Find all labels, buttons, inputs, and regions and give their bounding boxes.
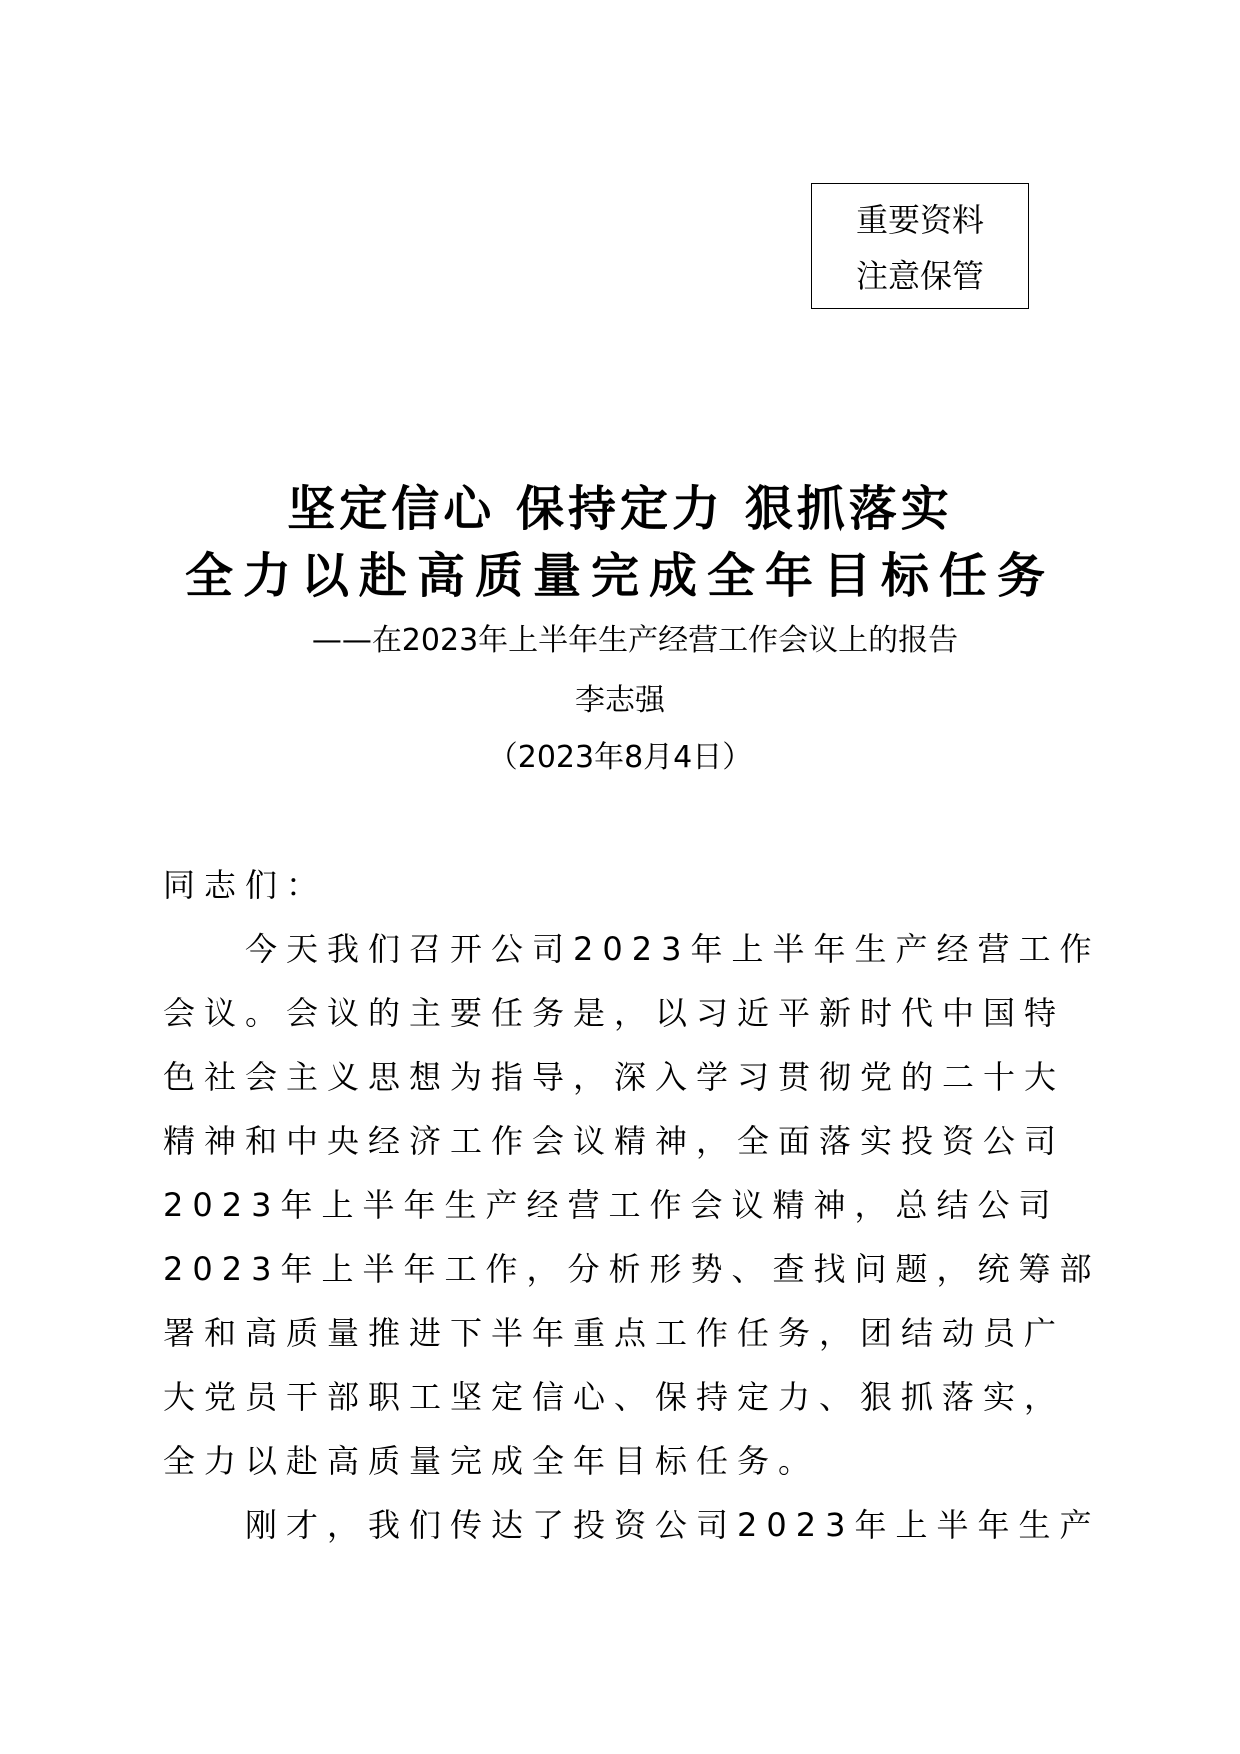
author-name: 李志强 <box>575 683 665 718</box>
body-line: 署和高质量推进下半年重点工作任务，团结动员广 <box>163 1314 1066 1352</box>
document-title-line-1: 坚定信心 保持定力 狠抓落实 <box>287 481 953 537</box>
body-line: 今天我们召开公司2023年上半年生产经营工作 <box>163 930 1101 968</box>
body-line: 2023年上半年工作，分析形势、查找问题，统筹部 <box>163 1250 1101 1288</box>
confidential-notice-box <box>811 183 1029 309</box>
notice-line-1: 重要资料 <box>855 201 984 239</box>
body-line: 精神和中央经济工作会议精神，全面落实投资公司 <box>163 1122 1066 1160</box>
body-line: 2023年上半年生产经营工作会议精神，总结公司 <box>163 1186 1060 1224</box>
document-title-line-2: 全力以赴高质量完成全年目标任务 <box>184 548 1055 604</box>
body-line: 大党员干部职工坚定信心、保持定力、狠抓落实， <box>163 1378 1066 1416</box>
document-date: （2023年8月4日） <box>487 740 753 775</box>
body-line: 刚才，我们传达了投资公司2023年上半年生产 <box>163 1506 1101 1544</box>
report-subtitle: ——在2023年上半年生产经营工作会议上的报告 <box>311 623 959 658</box>
body-line: 全力以赴高质量完成全年目标任务。 <box>163 1442 820 1480</box>
body-line: 会议。会议的主要任务是，以习近平新时代中国特 <box>163 994 1066 1032</box>
body-line: 色社会主义思想为指导，深入学习贯彻党的二十大 <box>163 1058 1066 1096</box>
salutation: 同志们： <box>163 866 328 904</box>
notice-line-2: 注意保管 <box>855 257 984 295</box>
